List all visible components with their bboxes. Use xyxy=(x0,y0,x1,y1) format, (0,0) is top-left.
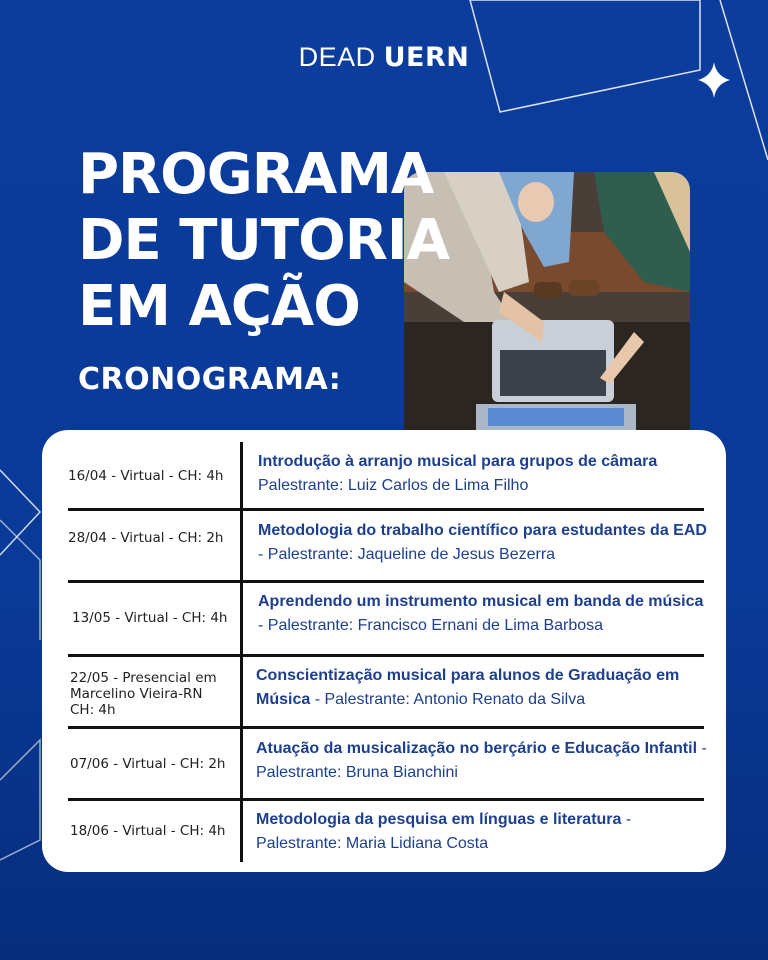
schedule-topic: Atuação da musicalização no berçário e Educação Infantil xyxy=(256,740,698,757)
page-title xyxy=(78,142,498,340)
title-line-2: DE TUTORIA xyxy=(78,208,450,273)
schedule-speaker: Palestrante: Luiz Carlos de Lima Filho xyxy=(258,477,529,494)
row-separator xyxy=(68,798,704,801)
title-line-1: PROGRAMA xyxy=(78,142,434,207)
brand-logo xyxy=(0,42,768,73)
schedule-speaker: - Palestrante: Maria Lidiana Costa xyxy=(256,811,632,852)
schedule-date: 18/06 - Virtual - CH: 4h xyxy=(70,823,226,839)
schedule-topic: Metodologia do trabalho científico para estudantes da EAD xyxy=(258,522,707,539)
brand-part-dead: DEAD xyxy=(298,42,376,72)
schedule-date: 28/04 - Virtual - CH: 2h xyxy=(68,530,224,546)
schedule-speaker: - Palestrante: Bruna Bianchini xyxy=(256,740,707,781)
schedule-topic: Introdução à arranjo musical para grupos de câmara xyxy=(258,453,658,470)
row-separator xyxy=(68,726,704,729)
schedule-date: 13/05 - Virtual - CH: 4h xyxy=(72,610,228,626)
schedule-description xyxy=(258,590,710,638)
schedule-description xyxy=(258,519,710,567)
brand-part-uern: UERN xyxy=(383,42,470,73)
row-separator xyxy=(68,654,704,657)
schedule-date: 22/05 - Presencial em Marcelino Vieira-RN CH: 4h xyxy=(70,670,217,718)
schedule-description xyxy=(256,737,708,785)
schedule-speaker: - Palestrante: Jaqueline de Jesus Bezerra xyxy=(258,546,556,563)
schedule-date: 16/04 - Virtual - CH: 4h xyxy=(68,468,224,484)
title-line-3: EM AÇÃO xyxy=(78,274,360,339)
schedule-description xyxy=(256,808,708,856)
schedule-heading: CRONOGRAMA: xyxy=(78,362,342,397)
schedule-description xyxy=(256,664,708,712)
schedule-card xyxy=(42,430,726,872)
row-separator xyxy=(68,508,704,511)
schedule-date: 07/06 - Virtual - CH: 2h xyxy=(70,756,226,772)
schedule-topic: Aprendendo um instrumento musical em banda de música xyxy=(258,593,704,610)
schedule-topic: Metodologia da pesquisa em línguas e literatura xyxy=(256,811,622,828)
schedule-speaker: - Palestrante: Antonio Renato da Silva xyxy=(310,691,586,708)
schedule-speaker: - Palestrante: Francisco Ernani de Lima Barbosa xyxy=(258,617,604,634)
row-separator xyxy=(68,580,704,583)
schedule-description xyxy=(258,450,710,498)
schedule-topic: Conscientização musical para alunos de Graduação em Música xyxy=(256,667,680,708)
